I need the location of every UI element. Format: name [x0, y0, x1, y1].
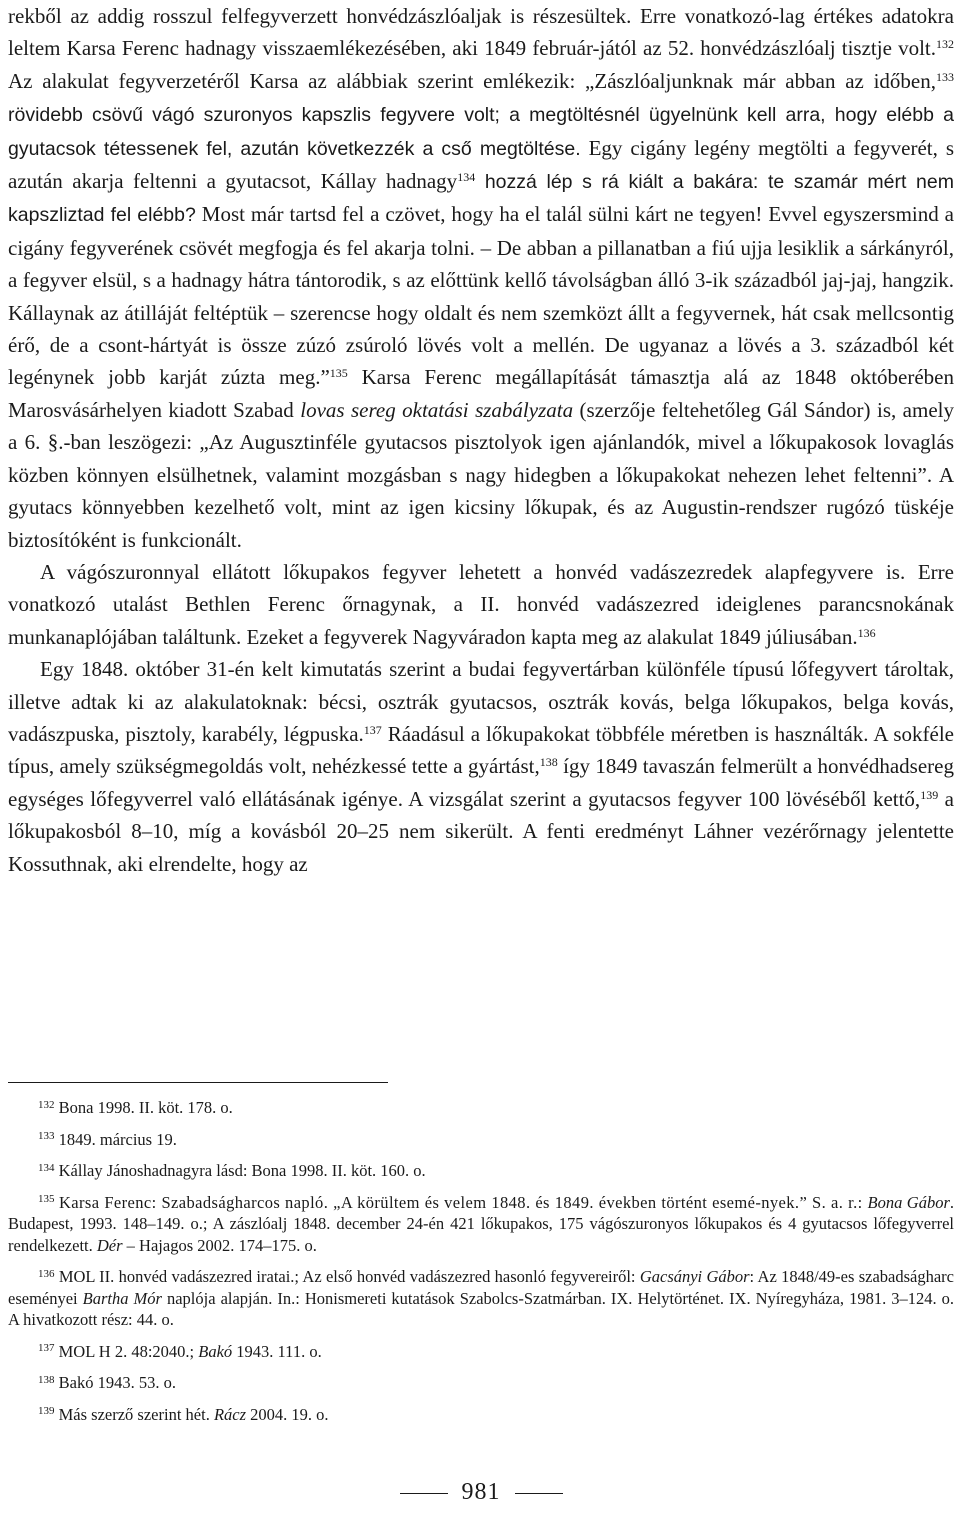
text-run: Karsa Ferenc megállapítását támasztja alá az 1848 októberében Marosvásárhelyen kiadott Szabad [8, 365, 954, 422]
footnote-number: 138 [38, 1373, 55, 1386]
footnote-separator [8, 1082, 388, 1083]
page-number [8, 1472, 954, 1512]
footnote-text: Kállay Jánoshadnagyra lásd: Bona 1998. II. köt. 160. o. [58, 1161, 426, 1180]
footnote-text: Karsa Ferenc: Szabadságharcos napló. „A körültem és velem 1848. és 1849. években történt esemé-nyek.” S. a. r.: [58, 1192, 868, 1212]
footnote-number: 137 [38, 1342, 55, 1354]
footnote-137 [8, 1341, 954, 1363]
footnote-text: 2004. 19. o. [246, 1404, 329, 1424]
text-run: rekből az addig rosszul felfegyverzett honvédzászlóaljak is részesültek. Erre vonatkozó-lag értékes adatokra leltem Karsa Ferenc hadnagy visszaemlékezésében, aki 1849 február-jától az 52. honvédzászlóalj tisztje volt. [8, 4, 954, 61]
page-number-label: 981 [461, 1479, 501, 1505]
footnote-number: 133 [38, 1130, 55, 1142]
footnote-text: MOL H 2. 48:2040.; [58, 1341, 199, 1361]
footnote-number: 134 [38, 1161, 55, 1174]
footnote-text: 1943. 111. o. [232, 1341, 322, 1361]
author-italic: Dér [96, 1235, 123, 1255]
footnote-134 [8, 1160, 954, 1182]
footnote-136 [8, 1266, 954, 1331]
footnote-ref-139[interactable]: 139 [920, 787, 939, 802]
footnote-ref-137[interactable]: 137 [363, 722, 382, 737]
text-run: A vágószuronnyal ellátott lőkupakos fegyver lehetett a honvéd vadászezredek alapfegyvere is. Erre vonatkozó utalást Bethlen Ferenc őrnagynak, a II. honvéd vadászezred ideiglenes parancsnokának munkanaplójában találtunk. Ezeket a fegyverek Nagyváradon kapta meg az alakulat 1849 júliusában. [8, 559, 954, 649]
text-run: Az alakulat fegyverzetéről Karsa az alábbiak szerint emlékezik: „Zászlóaljunknak már abban az időben, [8, 68, 936, 93]
text-run: Egy 1848. október 31-én kelt kimutatás szerint a budai fegyvertárban különféle típusú lőfegyvert tároltak, illetve adtak ki az alakulatoknak: bécsi, osztrák gyutacsos, osztrák kovás, belga lőkupakos, belga kovás, vadászpuska, pisztoly, karabély, légpuska. [8, 657, 954, 746]
footnote-ref-133[interactable]: 133 [936, 69, 954, 84]
paragraph-1 [8, 0, 954, 556]
footnote-ref-132[interactable]: 132 [936, 37, 954, 52]
dash-right [515, 1493, 563, 1494]
footnote-text: . Budapest, 1993. 148–149. o.; A zászlóalj 1848. december 24-én 421 lőkupakos, 175 vágószuronyos lőkupakos és 4 gyutacsos lőfegyverrel rendelkezett. [8, 1192, 955, 1255]
footnote-133 [8, 1129, 954, 1151]
text-run: hozzá lép s rá kiált a bakára: te szamár mért nem kapszliztad fel elébb? [8, 171, 954, 227]
footnote-text: Más szerző szerint hét. [58, 1404, 214, 1424]
author-italic: Bona Gábor [867, 1192, 950, 1212]
footnote-number: 135 [38, 1193, 55, 1205]
text-run: (szerzője feltehetőleg Gál Sándor) is, amely a 6. §.-ban leszögezi: „Az Augusztinféle gyutacsos pisztolyok igen ajánlandók, mivel a lőkupakosok lovaglás közben könnyen elsülhetnek, valamint mozgásban s nagy hidegben a lőkupakokat nehezen lehet feltenni”. A gyutacs könnyebben kezelhető volt, mint az igen kicsiny lőkupak, és az Augustin-rendszer rugózó tüskéje biztosítóként is funkcionált. [8, 397, 954, 552]
title-italic: lovas sereg oktatási szabályzata [300, 397, 574, 422]
text-run: Egy cigány legény megtölti a fegyverét, s azután akarja feltenni a gyutacsot, Kállay hadnagy [8, 135, 954, 194]
footnote-139 [8, 1404, 954, 1426]
footnote-number: 132 [38, 1098, 55, 1111]
footnotes [8, 1097, 954, 1435]
author-italic: Bartha Mór [82, 1288, 162, 1308]
footnote-ref-138[interactable]: 138 [539, 755, 558, 770]
page [8, 0, 955, 1505]
dash-left [400, 1493, 448, 1494]
footnote-text: naplója alapján. In.: Honismereti kutatások Szabolcs-Szatmárban. IX. Helytörténet. IX. Nyíregyháza, 1981. 3–124. o. A hivatkozott rész: 44. o. [8, 1288, 954, 1329]
text-run: Evvel egyszersmind a cigány fegyverének csövét megfogja és fel akarja tolni. – De abban a pillanatban a fiú ujja lesiklik a sárkányról, a fegyver elsül, s a hadnagy hátra tántorodik, s az előttünk kellő távolságban álló 3-ik századból jaj-jaj, hangzik. Kállaynak az átilláját feltéptük – szerencse hogy oldalt és nem szemközt állt a fegyvernek, hát csak mellcsontig érő, de a csont-hártyát is össze zúzó zsúroló lövés volt a mellén. De ugyanaz a lövés a 3. századból két legénynek jobb karját zúzta meg.” [8, 202, 954, 390]
paragraph-2 [8, 556, 954, 653]
paragraph-3 [8, 653, 954, 880]
text-run: így 1849 tavaszán felmerült a honvédhadsereg egységes lőfegyverrel való ellátásának igénye. A vizsgálat szerint a gyutacsos fegyver 100 lövéséből kettő, [8, 754, 954, 811]
footnote-text: – Hajagos 2002. 174–175. o. [122, 1235, 317, 1255]
footnote-ref-134[interactable]: 134 [457, 170, 476, 185]
footnote-text: Bona 1998. II. köt. 178. o. [58, 1098, 233, 1117]
author-italic: Rácz [213, 1404, 247, 1424]
footnote-text: Bakó 1943. 53. o. [58, 1373, 176, 1392]
footnote-ref-135[interactable]: 135 [329, 366, 348, 381]
main-text [8, 0, 954, 880]
footnote-text: MOL II. honvéd vadászezred iratai.; Az első honvéd vadászezred hasonló fegyvereiről: [58, 1267, 640, 1286]
author-italic: Gacsányi Gábor [639, 1267, 750, 1286]
text-run: rövidebb csövű vágó szuronyos kapszlis fegyvere volt; a megtöltésnél ügyelnünk kell arra, hogy elébb a gyutacsok tétessenek fel, azután következzék a cső megtöltése. [8, 104, 954, 160]
footnote-text: 1849. március 19. [58, 1129, 177, 1149]
footnote-number: 136 [38, 1267, 55, 1280]
footnote-ref-136[interactable]: 136 [857, 625, 876, 640]
text-run: Most már tartsd fel a czövet, hogy ha el talál sülni kárt ne tegyen! [195, 202, 763, 227]
text-run: a lőkupakosból 8–10, míg a kovásból 20–25 nem sikerült. A fenti eredményt Láhner vezérőrnagy jelentette Kossuthnak, aki elrendelte, hogy az [8, 786, 954, 876]
footnote-132 [8, 1097, 954, 1119]
author-italic: Bakó [198, 1341, 233, 1361]
footnote-number: 139 [38, 1405, 55, 1417]
text-run: Ráadásul a lőkupakokat többféle méretben is használták. A sokféle típus, amely szükségmegoldás volt, nehézkessé tette a gyártást, [8, 721, 954, 779]
footnote-text: : Az 1848/49-es szabadságharc eseményei [8, 1267, 954, 1308]
footnote-138 [8, 1372, 954, 1394]
footnote-135 [8, 1192, 954, 1257]
